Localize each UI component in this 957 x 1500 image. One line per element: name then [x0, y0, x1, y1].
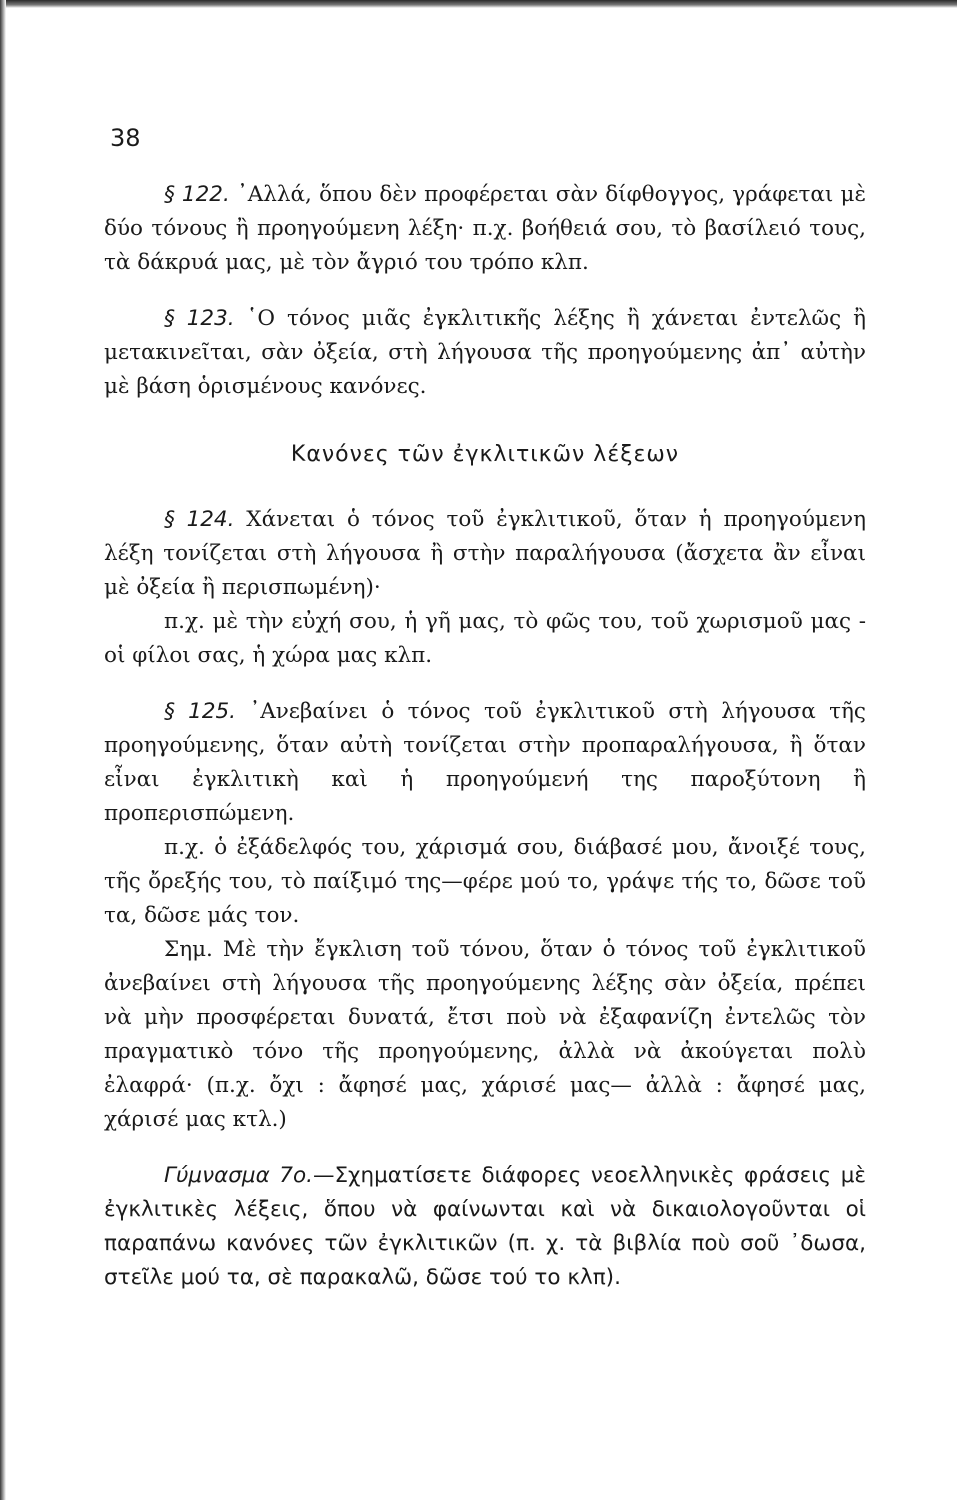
section-text: ᾿Ανεβαίνει ὁ τόνος τοῦ ἐγκλιτικοῦ στὴ λήγουσα τῆς προηγούμενης, ὅταν αὐτὴ τονίζεται στὴν προπαραλήγουσα, ἢ ὅταν εἶναι ἐγκλιτικὴ καὶ ἡ προηγούμενή της παροξύτονη ἢ προπερισπώμενη.	[104, 699, 866, 826]
scan-left-edge	[0, 0, 6, 1500]
section-123	[104, 302, 866, 404]
section-number: § 123.	[164, 306, 235, 331]
section-text: ῾Ο τόνος μιᾶς ἐγκλιτικῆς λέξης ἢ χάνεται ἐντελῶς ἢ μετακινεῖται, σὰν ὀξεία, στὴ λήγουσα τῆς προηγούμενης ἀπ᾽ αὐτὴν μὲ βάση ὁρισμένους κανόνες.	[104, 306, 866, 399]
page-number: 38	[110, 124, 141, 152]
section-text: Χάνεται ὁ τόνος τοῦ ἐγκλιτικοῦ, ὅταν ἡ προηγούμενη λέξη τονίζεται στὴ λήγουσα ἢ στὴν παραλήγουσα (ἄσχετα ἂν εἶναι μὲ ὀξεία ἢ περισπωμένη)·	[104, 507, 866, 600]
note-paragraph: Σημ. Μὲ τὴν ἔγκλιση τοῦ τόνου, ὅταν ὁ τόνος τοῦ ἐγκλιτικοῦ ἀνεβαίνει στὴ λήγουσα τῆς προηγούμενης λέξης σὰν ὀξεία, πρέπει νὰ μὴν προσφέρεται δυνατά, ἔτσι ποὺ νὰ ἐξαφανίζη ἐντελῶς τὸν πραγματικὸ τόνο τῆς προηγούμενης, ἀλλὰ νὰ ἀκούγεται πολὺ ἐλαφρά· (π.χ. ὄχι : ἄφησέ μας, χάρισέ μας— ἀλλὰ : ἄφησέ μας, χάρισέ μας κτλ.)	[104, 937, 866, 1132]
section-number: § 124.	[164, 507, 235, 532]
section-number: § 122.	[164, 182, 230, 207]
section-124	[104, 503, 866, 605]
section-125-example: π.χ. ὁ ἐξάδελφός του, χάρισμά σου, διάβασέ μου, ἄνοιξέ τους, τῆς ὄρεξής του, τὸ παίξιμό της—φέρε μού το, γράψε τής το, δῶσε τοῦ τα, δῶσε μάς τον.	[104, 835, 866, 928]
section-number: § 125.	[164, 699, 237, 724]
section-text: ᾿Αλλά, ὅπου δὲν προφέρεται σὰν δίφθογγος, γράφεται μὲ δύο τόνους ἢ προηγούμενη λέξη· π.χ. βοήθειά σου, τὸ βασίλειό τους, τὰ δάκρυά μας, μὲ τὸν ἄγριό του τρόπο κλπ.	[104, 182, 866, 275]
exercise-text: —Σχηματίσετε διάφορες νεοελληνικὲς φράσεις μὲ ἐγκλιτικὲς λέξεις, ὅπου νὰ φαίνωνται καὶ νὰ δικαιολογοῦνται οἱ παραπάνω κανόνες τῶν ἐγκλιτικῶν (π. χ. τὰ βιβλία ποὺ σοῦ ᾿δωσα, στεῖλε μού τα, σὲ παρακαλῶ, δῶσε τού το κλπ).	[104, 1163, 866, 1290]
section-heading: Κανόνες τῶν ἐγκλιτικῶν λέξεων	[290, 442, 680, 467]
exercise-paragraph	[104, 1159, 866, 1295]
section-124-example: π.χ. μὲ τὴν εὐχή σου, ἡ γῆ μας, τὸ φῶς του, τοῦ χωρισμοῦ μας - οἱ φίλοι σας, ἡ χώρα μας κλπ.	[104, 609, 866, 668]
page-body	[104, 178, 866, 1295]
section-125	[104, 695, 866, 831]
scan-top-edge	[0, 0, 957, 8]
section-122	[104, 178, 866, 280]
exercise-label: Γύμνασμα 7ο.	[164, 1163, 313, 1188]
